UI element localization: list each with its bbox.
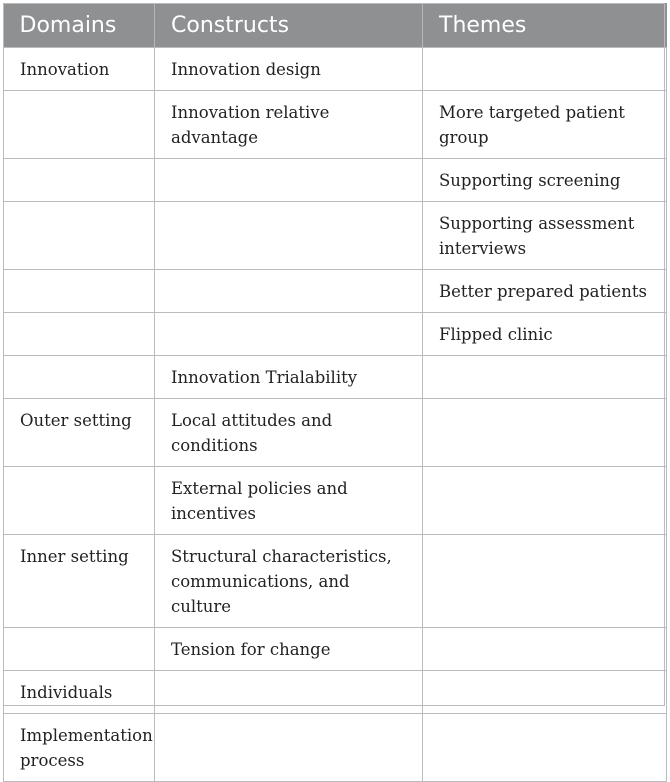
header-domains: Domains xyxy=(4,3,155,48)
construct-cell: Tension for change xyxy=(155,628,423,671)
table-row xyxy=(4,535,667,628)
theme-cell: Supporting screening xyxy=(423,159,667,202)
construct-cell xyxy=(155,714,423,782)
theme-cell xyxy=(423,535,667,628)
domain-cell xyxy=(4,270,155,313)
construct-cell: Structural characteristics, communications, and culture xyxy=(155,535,423,628)
table-row xyxy=(4,714,667,782)
theme-cell xyxy=(423,714,667,782)
theme-cell: Supporting assessment interviews xyxy=(423,202,667,270)
domain-cell xyxy=(4,356,155,399)
table-row xyxy=(4,628,667,671)
table-row xyxy=(4,313,667,356)
table-row xyxy=(4,159,667,202)
domain-cell xyxy=(4,467,155,535)
table-header xyxy=(4,3,667,48)
theme-cell xyxy=(423,671,667,714)
domain-cell xyxy=(4,628,155,671)
theme-cell: Flipped clinic xyxy=(423,313,667,356)
header-constructs: Constructs xyxy=(155,3,423,48)
table-row xyxy=(4,399,667,467)
construct-cell xyxy=(155,671,423,714)
construct-cell: External policies and incentives xyxy=(155,467,423,535)
domain-cell: Outer setting xyxy=(4,399,155,467)
header-row xyxy=(4,3,667,48)
domain-cell xyxy=(4,159,155,202)
cfir-table xyxy=(3,3,666,782)
construct-cell: Local attitudes and conditions xyxy=(155,399,423,467)
domain-cell: Individuals xyxy=(4,671,155,714)
domain-cell: Implementation process xyxy=(4,714,155,782)
table-row xyxy=(4,356,667,399)
theme-cell xyxy=(423,399,667,467)
table-row xyxy=(4,202,667,270)
table-row xyxy=(4,671,667,714)
construct-cell xyxy=(155,313,423,356)
domain-cell xyxy=(4,313,155,356)
header-themes: Themes xyxy=(423,3,667,48)
construct-cell xyxy=(155,202,423,270)
construct-cell: Innovation design xyxy=(155,48,423,91)
table-row xyxy=(4,48,667,91)
domain-cell: Inner setting xyxy=(4,535,155,628)
table-row xyxy=(4,270,667,313)
theme-cell: Better prepared patients xyxy=(423,270,667,313)
theme-cell: More targeted patient group xyxy=(423,91,667,159)
construct-cell: Innovation relative advantage xyxy=(155,91,423,159)
construct-cell: Innovation Trialability xyxy=(155,356,423,399)
theme-cell xyxy=(423,628,667,671)
construct-cell xyxy=(155,270,423,313)
table-row xyxy=(4,467,667,535)
data-table xyxy=(3,3,667,782)
domain-cell: Innovation xyxy=(4,48,155,91)
table-body xyxy=(4,48,667,782)
theme-cell xyxy=(423,356,667,399)
theme-cell xyxy=(423,467,667,535)
domain-cell xyxy=(4,202,155,270)
table-row xyxy=(4,91,667,159)
domain-cell xyxy=(4,91,155,159)
construct-cell xyxy=(155,159,423,202)
theme-cell xyxy=(423,48,667,91)
